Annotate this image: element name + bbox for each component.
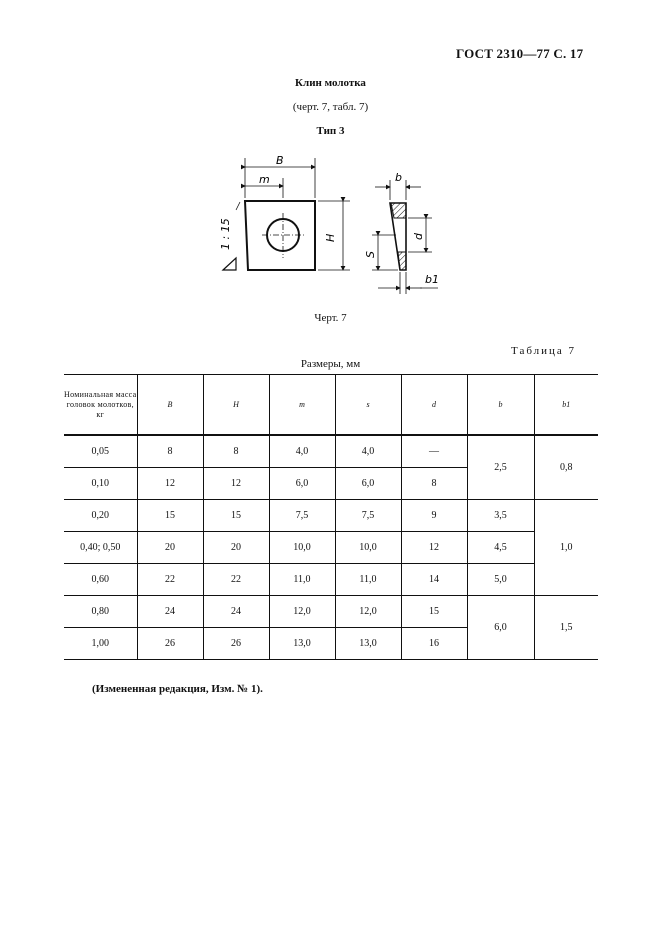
cell-mass: 0,40; 0,50 (64, 532, 137, 564)
cell-H: 15 (203, 500, 269, 532)
cell-s: 13,0 (335, 628, 401, 660)
cell-m: 4,0 (269, 435, 335, 468)
dimensions-table (64, 374, 598, 660)
cell-s: 12,0 (335, 596, 401, 628)
header-s: s (335, 375, 401, 436)
cell-mass: 0,05 (64, 435, 137, 468)
taper-symbol (223, 258, 236, 270)
hatch-top (391, 203, 406, 218)
label-m: m (259, 173, 270, 186)
label-B: B (276, 154, 284, 167)
label-s: S (364, 251, 377, 258)
cell-s: 10,0 (335, 532, 401, 564)
cell-s: 6,0 (335, 468, 401, 500)
label-taper: 1 : 15 (219, 218, 232, 250)
cell-d: 9 (401, 500, 467, 532)
cell-b: 3,5 (467, 500, 534, 532)
cell-m: 13,0 (269, 628, 335, 660)
cell-b1: 1,0 (534, 500, 598, 596)
cell-H: 22 (203, 564, 269, 596)
cell-s: 4,0 (335, 435, 401, 468)
label-d: d (412, 233, 425, 240)
header-B: B (137, 375, 203, 436)
cell-B: 24 (137, 596, 203, 628)
cell-B: 20 (137, 532, 203, 564)
cell-b: 6,0 (467, 596, 534, 660)
figure-caption: Черт. 7 (314, 312, 347, 324)
cell-mass: 0,80 (64, 596, 137, 628)
section-title: Клин молотка (295, 77, 366, 89)
cell-m: 11,0 (269, 564, 335, 596)
type-label: Тип 3 (316, 125, 345, 137)
units-label: Размеры, мм (300, 358, 361, 370)
hatch-bottom (398, 252, 406, 270)
table-row (64, 564, 598, 596)
cell-b1: 0,8 (534, 435, 598, 500)
cell-mass: 1,00 (64, 628, 137, 660)
cell-mass: 0,10 (64, 468, 137, 500)
wedge-drawing (210, 150, 450, 300)
label-H: H (324, 233, 337, 242)
cell-H: 26 (203, 628, 269, 660)
section-subtitle: (черт. 7, табл. 7) (292, 101, 369, 113)
table-row (64, 500, 598, 532)
front-view (223, 158, 350, 270)
cell-mass: 0,60 (64, 564, 137, 596)
wedge-outline (245, 201, 315, 270)
cell-b: 2,5 (467, 435, 534, 500)
cell-B: 26 (137, 628, 203, 660)
label-b: b (395, 171, 402, 184)
cell-d: 15 (401, 596, 467, 628)
cell-H: 24 (203, 596, 269, 628)
cell-m: 6,0 (269, 468, 335, 500)
cell-m: 10,0 (269, 532, 335, 564)
page-header: ГОСТ 2310—77 С. 17 (456, 46, 584, 61)
cell-H: 8 (203, 435, 269, 468)
cell-b: 5,0 (467, 564, 534, 596)
cell-H: 20 (203, 532, 269, 564)
label-b1: b1 (425, 273, 439, 286)
revision-note: (Измененная редакция, Изм. № 1). (92, 683, 263, 695)
table-header-row (64, 375, 598, 436)
header-mass: Номинальная масса головок молотков, кг (64, 375, 137, 436)
header-b1: b1 (534, 375, 598, 436)
cell-s: 11,0 (335, 564, 401, 596)
table-row (64, 532, 598, 564)
table-label: Таблица 7 (511, 345, 577, 357)
cell-d: 16 (401, 628, 467, 660)
cell-m: 12,0 (269, 596, 335, 628)
header-d: d (401, 375, 467, 436)
cell-B: 12 (137, 468, 203, 500)
cell-s: 7,5 (335, 500, 401, 532)
cell-B: 22 (137, 564, 203, 596)
cell-d: 12 (401, 532, 467, 564)
cell-B: 8 (137, 435, 203, 468)
table-row (64, 596, 598, 628)
cell-d: 14 (401, 564, 467, 596)
cell-b1: 1,5 (534, 596, 598, 660)
cell-b: 4,5 (467, 532, 534, 564)
header-m: m (269, 375, 335, 436)
table-row (64, 435, 598, 468)
cell-m: 7,5 (269, 500, 335, 532)
cell-d: 8 (401, 468, 467, 500)
cell-d: — (401, 435, 467, 468)
header-b: b (467, 375, 534, 436)
cell-mass: 0,20 (64, 500, 137, 532)
cell-B: 15 (137, 500, 203, 532)
cell-H: 12 (203, 468, 269, 500)
header-H: H (203, 375, 269, 436)
